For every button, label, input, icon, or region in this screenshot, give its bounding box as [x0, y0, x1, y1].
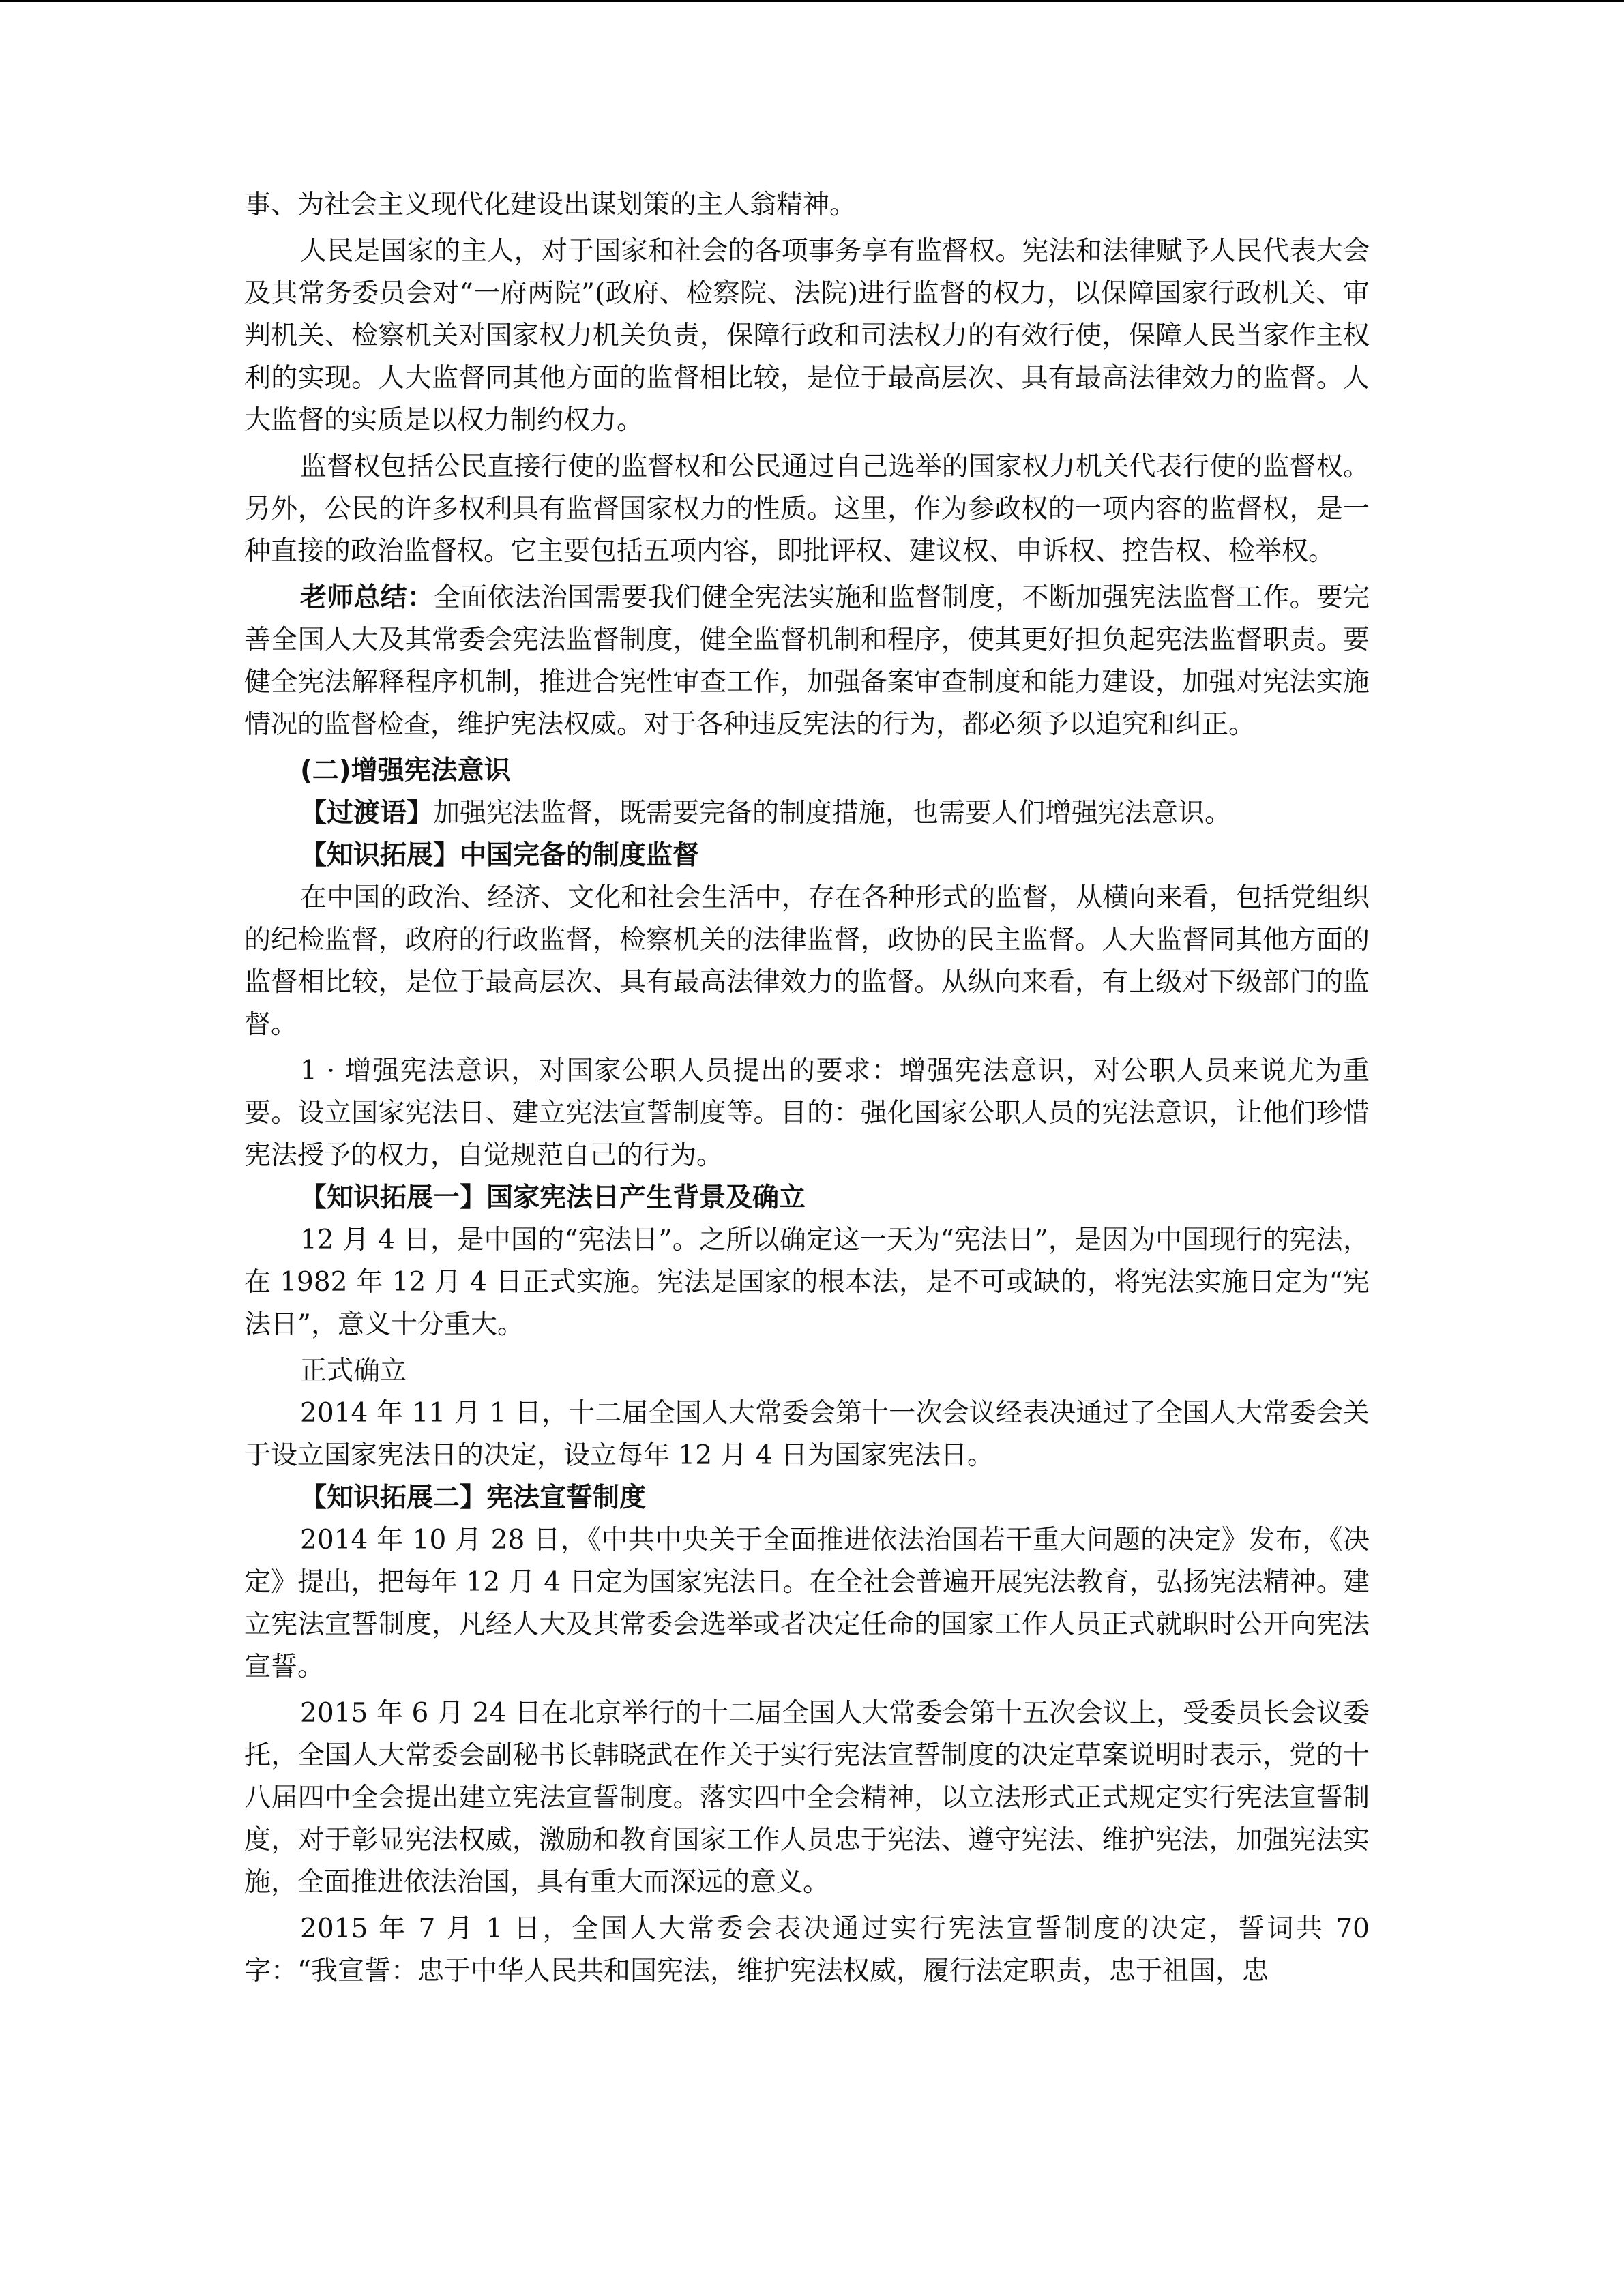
paragraph-oath-system-2015-july: 2015 年 7 月 1 日，全国人大常委会表决通过实行宪法宣誓制度的决定，誓词共 70 字：“我宣誓：忠于中华人民共和国宪法，维护宪法权威，履行法定职责，忠于祖国，忠 — [244, 1913, 1370, 1986]
paragraph-2014-decision: 2014 年 11 月 1 日，十二届全国人大常委会第十一次会议经表决通过了全国人大常委会关于设立国家宪法日的决定，设立每年 12 月 4 日为国家宪法日。 — [244, 1398, 1370, 1471]
top-border-rule — [0, 0, 1624, 2]
document-body — [244, 184, 1370, 1993]
paragraph-teacher-summary — [244, 577, 1370, 746]
teacher-summary-text: 全面依法治国需要我们健全宪法实施和监督制度，不断加强宪法监督工作。要完善全国人大及其常委会宪法监督制度，健全监督机制和程序，使其更好担负起宪法监督职责。要健全宪法解释程序机制，推进合宪性审查工作，加强备案审查制度和能力建设，加强对宪法实施情况的监督检查，维护宪法权威。对于各种违反宪法的行为，都必须予以追究和纠正。 — [244, 582, 1370, 740]
paragraph-formal-establishment-label: 正式确立 — [300, 1356, 407, 1386]
paragraph-constitution-day: 12 月 4 日，是中国的“宪法日”。之所以确定这一天为“宪法日”，是因为中国现行的宪法，在 1982 年 12 月 4 日正式实施。宪法是国家的根本法，是不可或缺的，将宪法实施日定为“宪法日”，意义十分重大。 — [244, 1225, 1370, 1340]
paragraph-supervision-rights: 监督权包括公民直接行使的监督权和公民通过自己选举的国家权力机关代表行使的监督权。另外，公民的许多权利具有监督国家权力的性质。这里，作为参政权的一项内容的监督权，是一种直接的政治监督权。它主要包括五项内容，即批评权、建议权、申诉权、控告权、检举权。 — [244, 451, 1370, 567]
paragraph-transition — [244, 792, 1370, 835]
section-heading-constitution-awareness: (二)增强宪法意识 — [300, 756, 511, 786]
paragraph-continuation: 事、为社会主义现代化建设出谋划策的主人翁精神。 — [244, 190, 857, 220]
heading-knowledge-extension-1: 【知识拓展一】国家宪法日产生背景及确立 — [300, 1182, 806, 1213]
paragraph-people-supervision: 人民是国家的主人，对于国家和社会的各项事务享有监督权。宪法和法律赋予人民代表大会及其常务委员会对“一府两院”(政府、检察院、法院)进行监督的权力，以保障国家行政机关、审判机关、检察机关对国家权力机关负责，保障行政和司法权力的有效行使，保障人民当家作主权利的实现。人大监督同其他方面的监督相比较，是位于最高层次、具有最高法律效力的监督。人大监督的实质是以权力制约权力。 — [244, 236, 1370, 436]
teacher-summary-label: 老师总结： — [300, 582, 434, 613]
transition-text: 加强宪法监督，既需要完备的制度措施，也需要人们增强宪法意识。 — [433, 798, 1232, 829]
heading-knowledge-extension-2: 【知识拓展二】宪法宣誓制度 — [300, 1482, 647, 1513]
paragraph-oath-system-2015-june: 2015 年 6 月 24 日在北京举行的十二届全国人大常委会第十五次会议上，受委员长会议委托，全国人大常委会副秘书长韩晓武在作关于实行宪法宣誓制度的决定草案说明时表示，党的十八届四中全会提出建立宪法宣誓制度。落实四中全会精神，以立法形式正式规定实行宪法宣誓制度，对于彰显宪法权威，激励和教育国家工作人员忠于宪法、遵守宪法、维护宪法，加强宪法实施，全面推进依法治国，具有重大而深远的意义。 — [244, 1698, 1370, 1898]
heading-knowledge-extension: 【知识拓展】中国完备的制度监督 — [300, 840, 700, 871]
paragraph-supervision-forms: 在中国的政治、经济、文化和社会生活中，存在各种形式的监督，从横向来看，包括党组织的纪检监督，政府的行政监督，检察机关的法律监督，政协的民主监督。人大监督同其他方面的监督相比较，是位于最高层次、具有最高法律效力的监督。从纵向来看，有上级对下级部门的监督。 — [244, 882, 1370, 1040]
transition-label: 【过渡语】 — [300, 798, 434, 829]
paragraph-oath-system-2014: 2014 年 10 月 28 日，《中共中央关于全面推进依法治国若干重大问题的决定》发布，《决定》提出，把每年 12 月 4 日定为国家宪法日。在全社会普遍开展宪法教育，弘扬宪法精神。建立宪法宣誓制度，凡经人大及其常委会选举或者决定任命的国家工作人员正式就职时公开向宪法宣誓。 — [244, 1525, 1370, 1682]
paragraph-point-1: 1 · 增强宪法意识，对国家公职人员提出的要求：增强宪法意识，对公职人员来说尤为重要。设立国家宪法日、建立宪法宣誓制度等。目的：强化国家公职人员的宪法意识，让他们珍惜宪法授予的权力，自觉规范自己的行为。 — [244, 1056, 1370, 1171]
